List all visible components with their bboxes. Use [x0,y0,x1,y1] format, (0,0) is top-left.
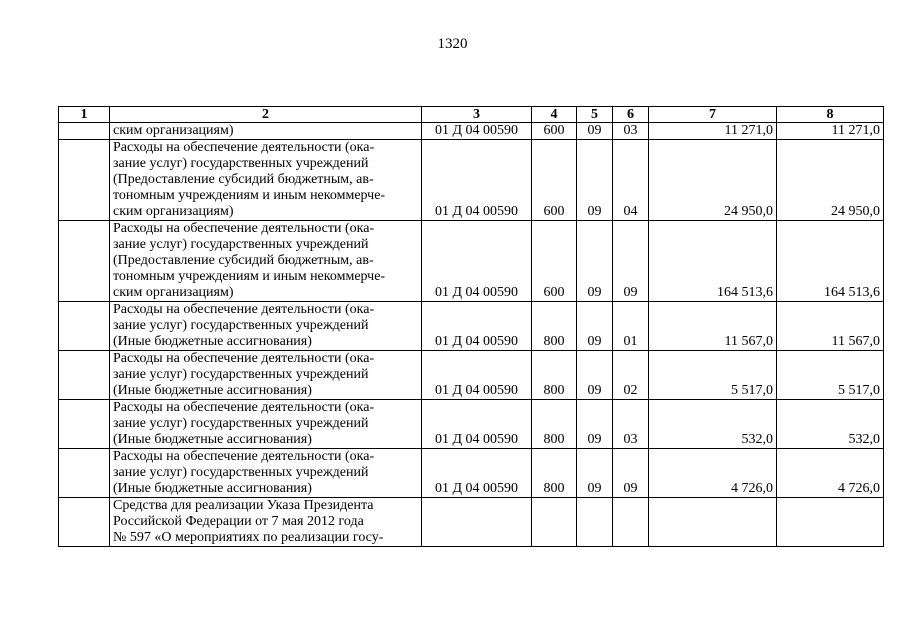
table-row [59,302,884,351]
page-number: 1320 [437,36,468,52]
table-row [59,221,884,302]
description-cell: Расходы на обеспечение деятельности (ока- зание услуг) государственных учреждений (Предоставление субсидий бюджетным, ав- тономным учреждениям и иным некоммерче- ским организациям) [110,221,422,302]
expense-type-cell: 600 [532,123,577,140]
amount-cell: 11 271,0 [649,123,777,140]
expense-type-cell: 600 [532,221,577,302]
amount-cell-2: 11 271,0 [777,123,884,140]
amount-cell: 4 726,0 [649,449,777,498]
table-header-row [59,107,884,123]
subsection-cell: 01 [613,302,649,351]
description-cell: Расходы на обеспечение деятельности (ока- зание услуг) государственных учреждений (Иные бюджетные ассигнования) [110,302,422,351]
header-cell-6: 6 [613,107,649,123]
header-cell-4: 4 [532,107,577,123]
table-row [59,123,884,140]
header-cell-1: 1 [59,107,110,123]
section-cell: 09 [577,400,613,449]
subsection-cell: 03 [613,123,649,140]
subsection-cell: 09 [613,449,649,498]
expense-type-cell: 800 [532,302,577,351]
target-code-cell [422,498,532,547]
amount-cell-2: 24 950,0 [777,140,884,221]
budget-table [58,106,884,547]
description-cell: ским организациям) [110,123,422,140]
section-cell: 09 [577,221,613,302]
amount-cell-2 [777,498,884,547]
description-cell: Расходы на обеспечение деятельности (ока- зание услуг) государственных учреждений (Предоставление субсидий бюджетным, ав- тономным учреждениям и иным некоммерче- ским организациям) [110,140,422,221]
section-cell: 09 [577,123,613,140]
amount-cell: 164 513,6 [649,221,777,302]
subsection-cell: 02 [613,351,649,400]
expense-type-cell: 600 [532,140,577,221]
table-row [59,449,884,498]
table-row [59,351,884,400]
description-cell: Средства для реализации Указа Президента Российской Федерации от 7 мая 2012 года № 597 «О мероприятиях по реализации госу- [110,498,422,547]
amount-cell [649,498,777,547]
row-number-cell [59,140,110,221]
subsection-cell: 09 [613,221,649,302]
amount-cell: 5 517,0 [649,351,777,400]
table-body [59,107,884,547]
table-row [59,498,884,547]
target-code-cell: 01 Д 04 00590 [422,123,532,140]
subsection-cell: 04 [613,140,649,221]
row-number-cell [59,123,110,140]
amount-cell-2: 164 513,6 [777,221,884,302]
expense-type-cell: 800 [532,400,577,449]
table-row [59,140,884,221]
subsection-cell [613,498,649,547]
section-cell: 09 [577,302,613,351]
amount-cell-2: 532,0 [777,400,884,449]
amount-cell: 532,0 [649,400,777,449]
section-cell: 09 [577,140,613,221]
expense-type-cell [532,498,577,547]
target-code-cell: 01 Д 04 00590 [422,400,532,449]
header-cell-7: 7 [649,107,777,123]
amount-cell: 11 567,0 [649,302,777,351]
amount-cell-2: 4 726,0 [777,449,884,498]
amount-cell: 24 950,0 [649,140,777,221]
header-cell-2: 2 [110,107,422,123]
row-number-cell [59,400,110,449]
expense-type-cell: 800 [532,351,577,400]
row-number-cell [59,351,110,400]
amount-cell-2: 11 567,0 [777,302,884,351]
expense-type-cell: 800 [532,449,577,498]
section-cell: 09 [577,351,613,400]
description-cell: Расходы на обеспечение деятельности (ока- зание услуг) государственных учреждений (Иные бюджетные ассигнования) [110,449,422,498]
table-row [59,400,884,449]
row-number-cell [59,498,110,547]
target-code-cell: 01 Д 04 00590 [422,351,532,400]
target-code-cell: 01 Д 04 00590 [422,140,532,221]
target-code-cell: 01 Д 04 00590 [422,449,532,498]
subsection-cell: 03 [613,400,649,449]
description-cell: Расходы на обеспечение деятельности (ока- зание услуг) государственных учреждений (Иные бюджетные ассигнования) [110,400,422,449]
amount-cell-2: 5 517,0 [777,351,884,400]
target-code-cell: 01 Д 04 00590 [422,302,532,351]
header-cell-5: 5 [577,107,613,123]
row-number-cell [59,449,110,498]
section-cell [577,498,613,547]
row-number-cell [59,221,110,302]
description-cell: Расходы на обеспечение деятельности (ока- зание услуг) государственных учреждений (Иные бюджетные ассигнования) [110,351,422,400]
target-code-cell: 01 Д 04 00590 [422,221,532,302]
header-cell-8: 8 [777,107,884,123]
section-cell: 09 [577,449,613,498]
header-cell-3: 3 [422,107,532,123]
row-number-cell [59,302,110,351]
